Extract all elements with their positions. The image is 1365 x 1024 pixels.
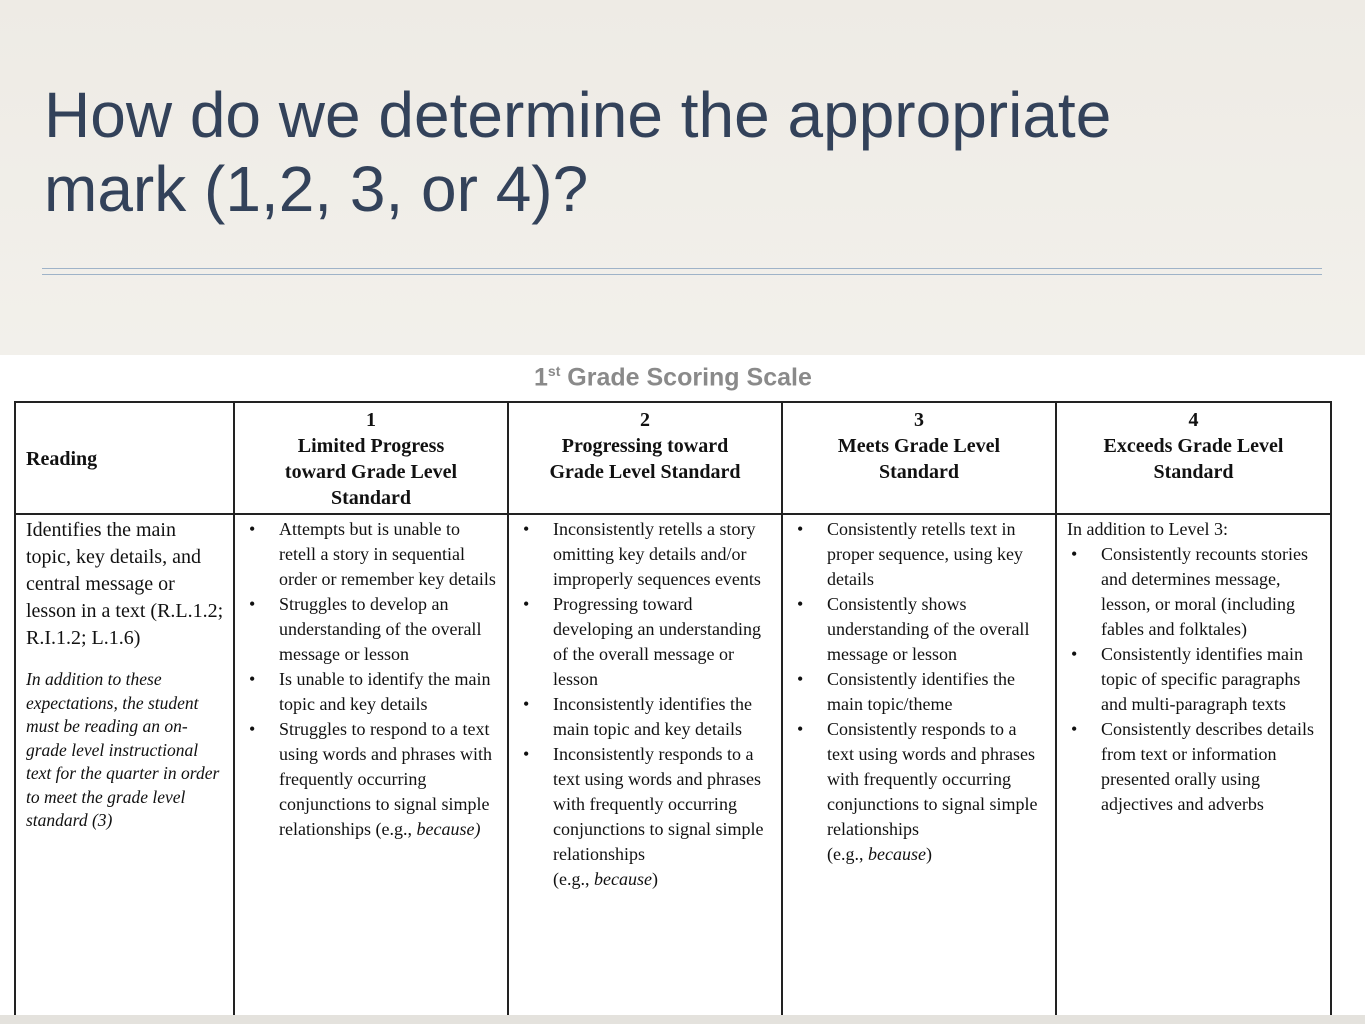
scoring-scale-document: [0, 355, 1365, 1015]
list-item: • Attempts but is unable to retell a story in sequential order or remember key details: [279, 517, 499, 592]
document-title: [0, 363, 1365, 392]
level-1-line1: Limited Progress: [297, 435, 445, 457]
list-item: • Is unable to identify the main topic and key details: [279, 667, 499, 717]
list-item: • Progressing toward developing an understanding of the overall message or lesson: [553, 592, 773, 692]
list-item-italic: because: [593, 869, 652, 889]
level-3-line1: Meets Grade Level: [837, 435, 1001, 457]
list-item: • Consistently shows understanding of the overall message or lesson: [827, 592, 1047, 667]
list-item: • Consistently describes details from text or information presented orally using adjectives and adverbs: [1101, 717, 1322, 817]
list-item: [553, 742, 773, 892]
list-item-text: Struggles to respond to a text using words and phrases with frequently occurring conjunctions to signal simple relationships (e.g.,: [279, 719, 492, 839]
list-item: [279, 717, 499, 842]
standard-text: Identifies the main topic, key details, and central message or lesson in a text (R.L.1.2; R.I.1.2; L.1.6): [26, 519, 224, 649]
level-4-line2: Standard: [1153, 461, 1234, 483]
level-4-number: 4: [1188, 409, 1199, 431]
level-1-line3: Standard: [330, 487, 412, 509]
level-2-list: [519, 517, 773, 892]
list-item-close: ): [651, 869, 658, 889]
list-item: [827, 717, 1047, 867]
level-3-number: 3: [914, 409, 924, 431]
level-2-line2: Grade Level Standard: [549, 461, 741, 483]
level-4-line1: Exceeds Grade Level: [1103, 435, 1284, 457]
list-item: • Consistently identifies main topic of specific paragraphs and multi-paragraph texts: [1101, 642, 1322, 717]
list-item-eg: (e.g.,: [553, 869, 594, 889]
level-1-cell: [234, 514, 508, 1015]
standard-cell: [15, 514, 234, 1015]
level-2-line1: Progressing toward: [561, 435, 729, 457]
list-item: • Struggles to develop an understanding of the overall message or lesson: [279, 592, 499, 667]
slide-bottom-band: [0, 1015, 1365, 1024]
list-item: • Inconsistently identifies the main topic and key details: [553, 692, 773, 742]
list-item: • Consistently identifies the main topic/theme: [827, 667, 1047, 717]
slide-title: [44, 78, 1324, 226]
header-level-1: [234, 402, 508, 514]
level-2-number: 2: [640, 409, 650, 431]
title-divider-top: [42, 268, 1322, 269]
document-title-sup: st: [547, 363, 561, 379]
list-item: • Inconsistently retells a story omitting key details and/or improperly sequences events: [553, 517, 773, 592]
header-level-2: [508, 402, 782, 514]
level-3-line2: Standard: [878, 461, 960, 483]
header-reading: Reading: [15, 402, 234, 514]
level-1-line2: toward Grade Level: [284, 461, 458, 483]
level-4-list: [1067, 542, 1322, 817]
level-1-list: [245, 517, 499, 842]
standard-note: In addition to these expectations, the student must be reading an on-grade level instructional text for the quarter in order to meet the grade level standard (3): [26, 669, 220, 830]
list-item-text: Inconsistently responds to a text using words and phrases with frequently occurring conjunctions to signal simple relationships: [553, 744, 764, 864]
list-item-close: ): [925, 844, 932, 864]
header-level-4: [1056, 402, 1331, 514]
document-title-rest: Grade Scoring Scale: [560, 363, 812, 392]
level-3-list: [793, 517, 1047, 867]
document-title-prefix: 1: [534, 363, 548, 392]
level-1-number: 1: [366, 409, 376, 431]
level-3-cell: [782, 514, 1056, 1015]
list-item: • Consistently retells text in proper sequence, using key details: [827, 517, 1047, 592]
list-item-eg: (e.g.,: [827, 844, 868, 864]
level-2-cell: [508, 514, 782, 1015]
list-item-italic: because: [867, 844, 926, 864]
table-row: [15, 514, 1331, 1015]
title-divider-bottom: [42, 274, 1322, 275]
scoring-scale-table: [14, 401, 1332, 1015]
list-item-text: Consistently responds to a text using words and phrases with frequently occurring conjunctions to signal simple relationships: [827, 719, 1038, 839]
level-4-lead: In addition to Level 3:: [1067, 519, 1228, 539]
level-4-cell: [1056, 514, 1331, 1015]
slide-title-line1: How do we determine the appropriate: [44, 79, 1112, 151]
list-item: • Consistently recounts stories and determines message, lesson, or moral (including fables and folktales): [1101, 542, 1322, 642]
table-header-row: [15, 402, 1331, 514]
slide-title-line2: mark (1,2, 3, or 4)?: [44, 153, 589, 225]
list-item-italic: because): [416, 819, 481, 839]
header-level-3: [782, 402, 1056, 514]
